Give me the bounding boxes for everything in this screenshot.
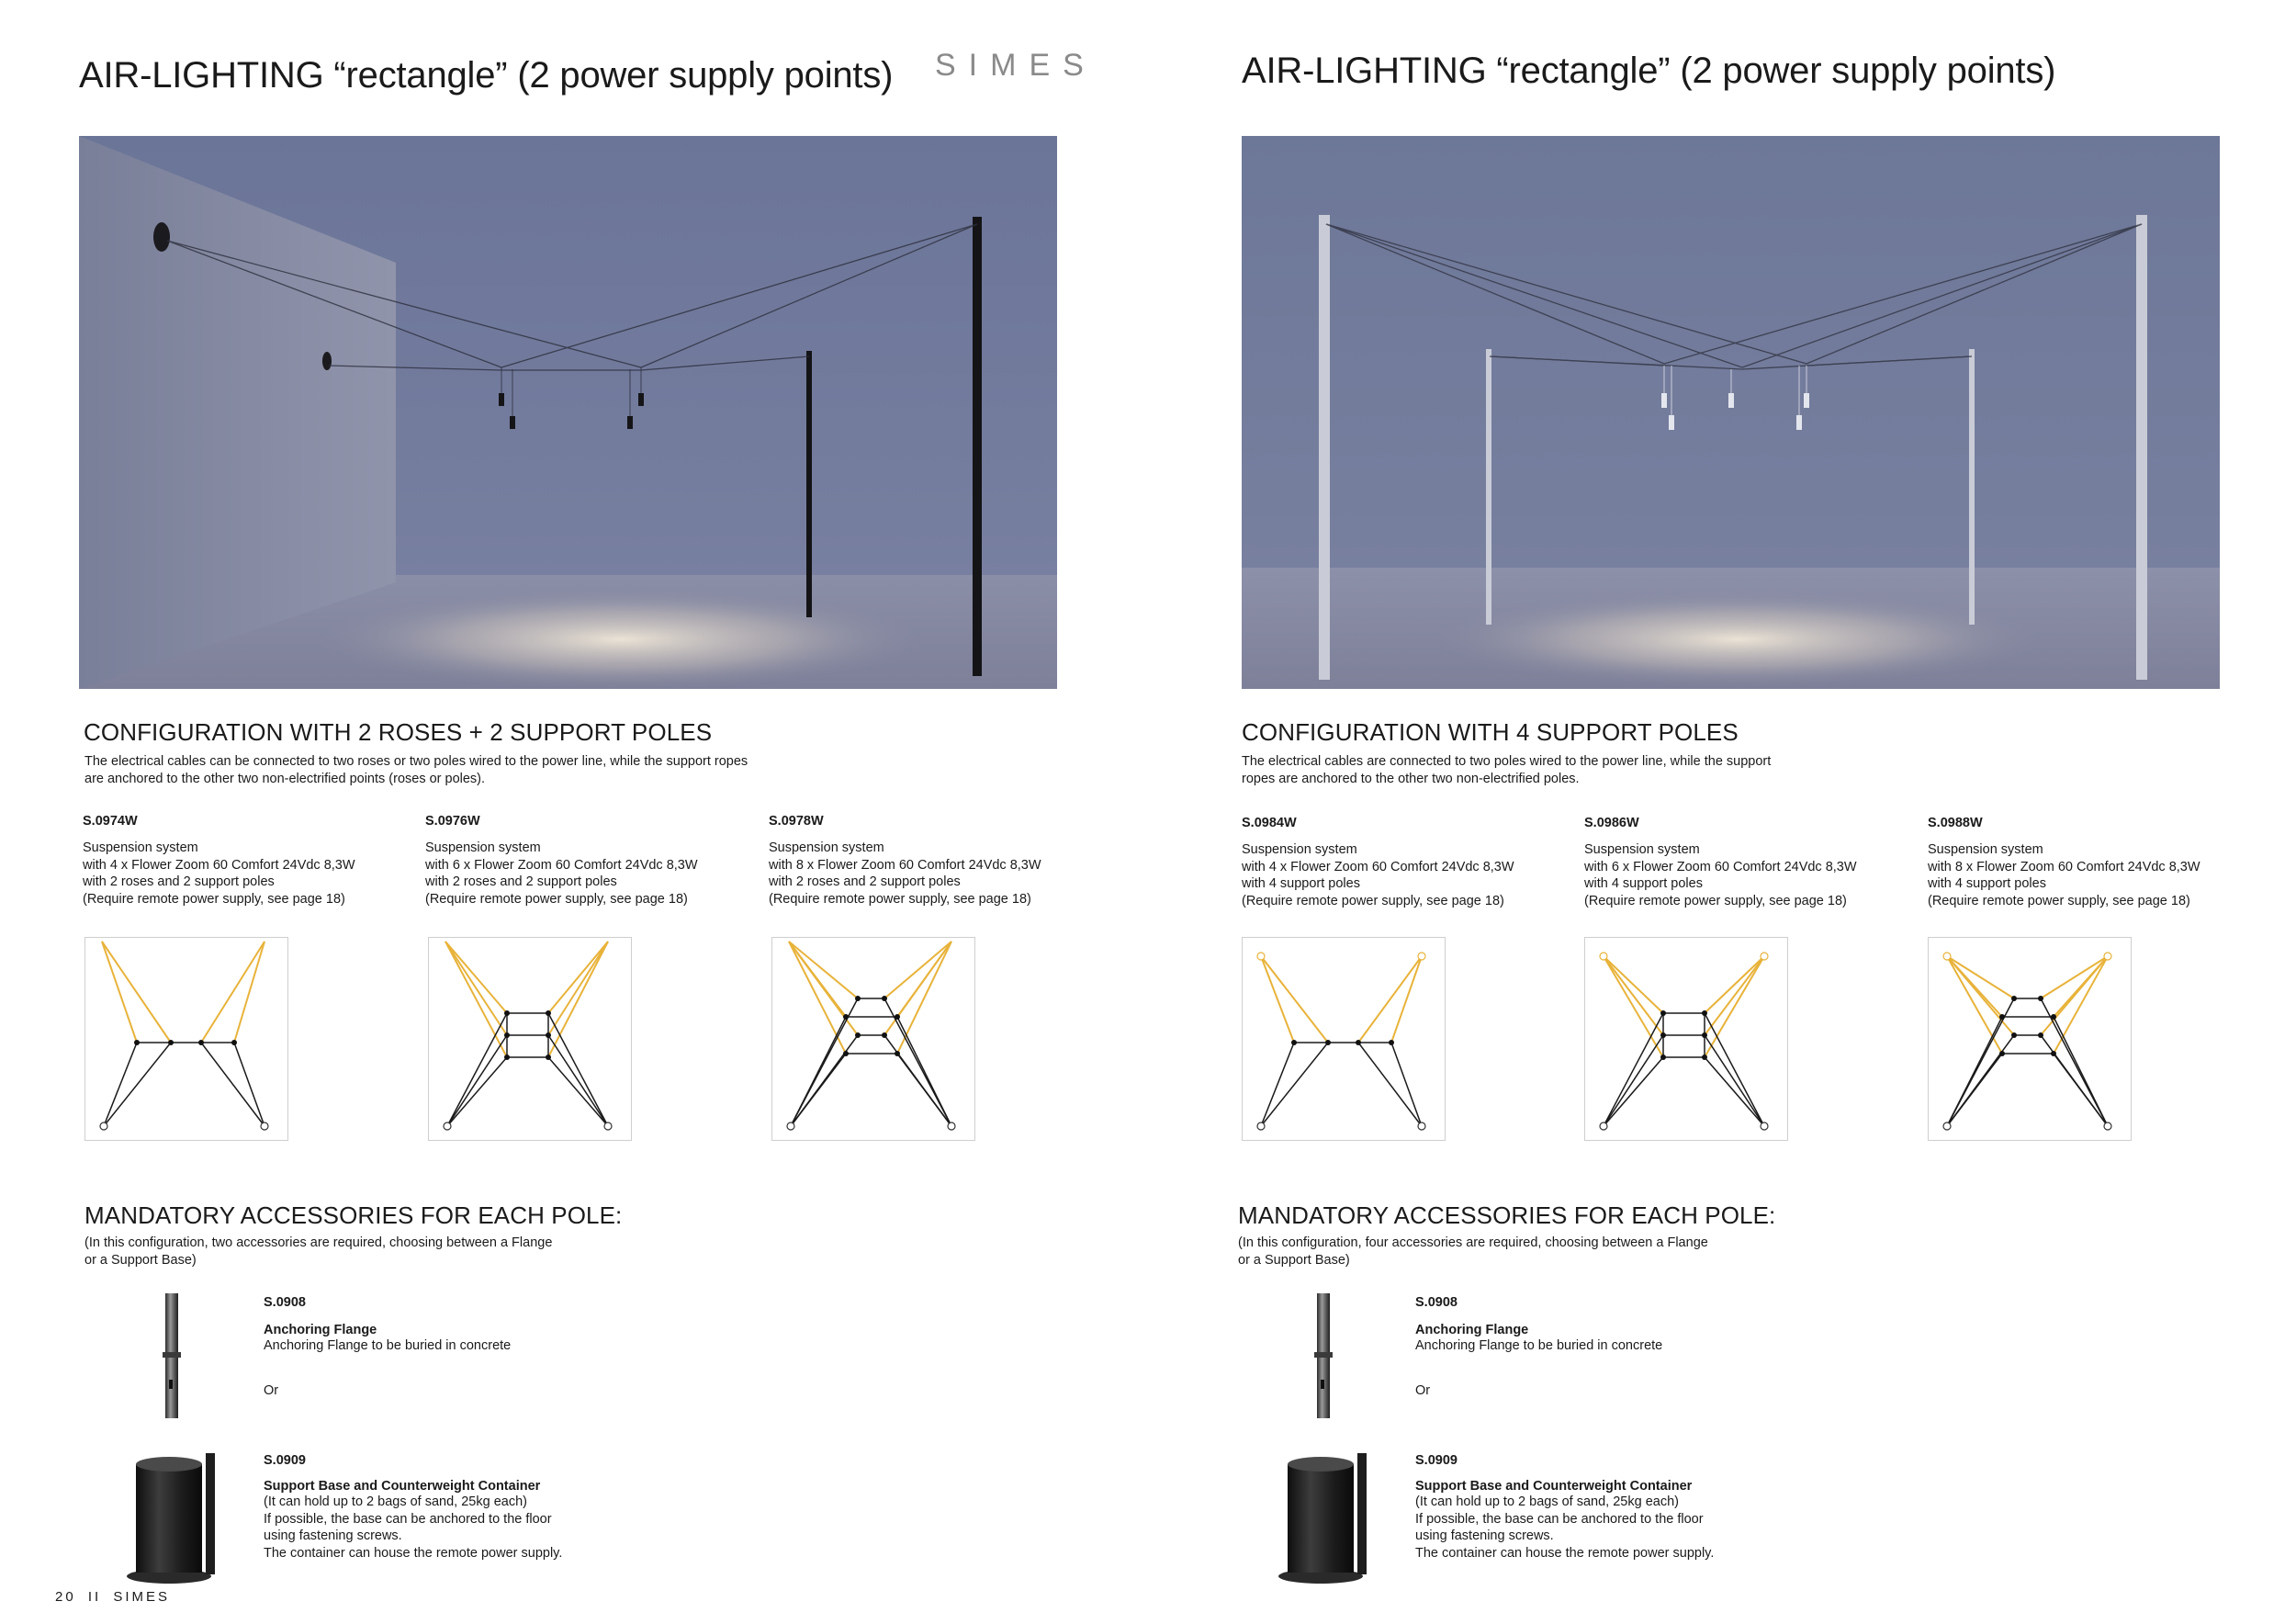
- or-label: Or: [1415, 1382, 1431, 1398]
- product-desc-line: with 8 x Flower Zoom 60 Comfort 24Vdc 8,3W: [769, 857, 1041, 873]
- product-code: S.0976W: [425, 814, 480, 829]
- product-desc-line: (Require remote power supply, see page 18): [83, 891, 345, 907]
- product-code: S.0984W: [1242, 816, 1297, 830]
- product-desc-line: (Require remote power supply, see page 18): [1928, 893, 2190, 908]
- left-config-desc-line: are anchored to the other two non-electrified points (roses or poles).: [84, 772, 486, 786]
- support-base-description: [1415, 1494, 1714, 1562]
- product-desc-line: Suspension system: [1584, 842, 1700, 857]
- product-desc-line: with 4 x Flower Zoom 60 Comfort 24Vdc 8,3W: [83, 857, 355, 873]
- product-card: [769, 814, 1099, 908]
- product-card: [83, 814, 413, 908]
- product-code: S.0988W: [1928, 816, 1983, 830]
- left-accessories-title: MANDATORY ACCESSORIES FOR EACH POLE:: [84, 1201, 623, 1229]
- flange-info: [264, 1295, 511, 1399]
- or-label: Or: [264, 1382, 279, 1398]
- left-config-title: CONFIGURATION WITH 2 ROSES + 2 SUPPORT POLES: [84, 718, 713, 746]
- right-accessories-desc-line: (In this configuration, four accessories are required, choosing between a Flange: [1238, 1235, 1708, 1250]
- product-description: [1584, 841, 1915, 909]
- product-card: [1584, 816, 1915, 909]
- product-description: [1242, 841, 1572, 909]
- flange-info: [1415, 1295, 1662, 1399]
- diagram-4-lights-roses: [84, 937, 288, 1141]
- support-base-description: [264, 1494, 562, 1562]
- flange-description: Anchoring Flange to be buried in concrete: [1415, 1338, 1663, 1353]
- product-desc-line: with 8 x Flower Zoom 60 Comfort 24Vdc 8,3W: [1928, 859, 2200, 874]
- product-desc-line: with 2 roses and 2 support poles: [83, 874, 275, 889]
- product-desc-line: Suspension system: [425, 840, 541, 855]
- page-footer: [55, 1589, 170, 1605]
- support-base-desc-line: The container can house the remote power supply.: [1415, 1545, 1715, 1561]
- product-desc-line: (Require remote power supply, see page 18): [769, 891, 1031, 907]
- flange-description: Anchoring Flange to be buried in concrete: [264, 1338, 512, 1353]
- brand-logo: SIMES: [935, 48, 1097, 83]
- flange-name: Anchoring Flange: [264, 1323, 377, 1337]
- product-code: S.0986W: [1584, 816, 1639, 830]
- support-base-name: Support Base and Counterweight Container: [264, 1479, 541, 1494]
- right-config-description: [1242, 753, 1976, 788]
- support-base-image: [1277, 1451, 1378, 1589]
- support-base-desc-line: (It can hold up to 2 bags of sand, 25kg each): [264, 1494, 527, 1509]
- flange-image: [162, 1291, 182, 1425]
- product-desc-line: Suspension system: [1242, 842, 1357, 857]
- product-desc-line: with 6 x Flower Zoom 60 Comfort 24Vdc 8,3W: [1584, 859, 1857, 874]
- flange-image: [1313, 1291, 1334, 1425]
- left-accessories-desc-line: or a Support Base): [84, 1253, 197, 1268]
- left-accessories-description: [84, 1235, 819, 1269]
- support-base-desc-line: using fastening screws.: [1415, 1528, 1554, 1543]
- left-hero-render: [79, 136, 1057, 689]
- diagram-8-lights-poles: [1928, 937, 2132, 1141]
- product-desc-line: with 2 roses and 2 support poles: [769, 874, 961, 889]
- product-card: [425, 814, 756, 908]
- product-desc-line: with 4 x Flower Zoom 60 Comfort 24Vdc 8,3W: [1242, 859, 1514, 874]
- product-desc-line: with 4 support poles: [1242, 876, 1360, 891]
- footer-brand: SIMES: [113, 1589, 171, 1605]
- product-desc-line: with 4 support poles: [1584, 876, 1703, 891]
- page-number: 20: [55, 1589, 76, 1605]
- product-desc-line: (Require remote power supply, see page 18): [425, 891, 688, 907]
- left-config-description: [84, 753, 819, 788]
- footer-separator: II: [87, 1589, 102, 1605]
- support-base-desc-line: If possible, the base can be anchored to the floor: [1415, 1511, 1704, 1527]
- flange-code: S.0908: [1415, 1295, 1458, 1310]
- product-description: [83, 840, 413, 908]
- right-accessories-description: [1238, 1235, 1973, 1269]
- product-description: [425, 840, 756, 908]
- product-desc-line: (Require remote power supply, see page 18): [1584, 893, 1847, 908]
- right-config-title: CONFIGURATION WITH 4 SUPPORT POLES: [1242, 718, 1739, 746]
- product-desc-line: Suspension system: [769, 840, 884, 855]
- support-base-info: [264, 1453, 562, 1562]
- left-accessories-desc-line: (In this configuration, two accessories are required, choosing between a Flange: [84, 1235, 553, 1250]
- product-desc-line: with 4 support poles: [1928, 876, 2046, 891]
- product-card: [1928, 816, 2258, 909]
- support-base-info: [1415, 1453, 1714, 1562]
- product-desc-line: (Require remote power supply, see page 18): [1242, 893, 1504, 908]
- flange-code: S.0908: [264, 1295, 306, 1310]
- right-config-desc-line: The electrical cables are connected to two poles wired to the power line, while the support: [1242, 754, 1772, 769]
- left-page-title: AIR-LIGHTING “rectangle” (2 power supply points): [79, 55, 894, 96]
- product-desc-line: with 6 x Flower Zoom 60 Comfort 24Vdc 8,3W: [425, 857, 698, 873]
- product-card: [1242, 816, 1572, 909]
- right-hero-render: [1242, 136, 2220, 689]
- diagram-8-lights-roses: [771, 937, 975, 1141]
- product-desc-line: Suspension system: [1928, 842, 2043, 857]
- support-base-desc-line: using fastening screws.: [264, 1528, 402, 1543]
- left-config-desc-line: The electrical cables can be connected to two roses or two poles wired to the power line, while the support ropes: [84, 754, 748, 769]
- support-base-code: S.0909: [264, 1453, 306, 1468]
- flange-name: Anchoring Flange: [1415, 1323, 1529, 1337]
- diagram-6-lights-roses: [428, 937, 632, 1141]
- right-config-desc-line: ropes are anchored to the other two non-electrified poles.: [1242, 772, 1580, 786]
- product-code: S.0978W: [769, 814, 824, 829]
- product-desc-line: Suspension system: [83, 840, 198, 855]
- support-base-desc-line: If possible, the base can be anchored to the floor: [264, 1511, 552, 1527]
- product-code: S.0974W: [83, 814, 138, 829]
- support-base-desc-line: (It can hold up to 2 bags of sand, 25kg each): [1415, 1494, 1679, 1509]
- right-accessories-title: MANDATORY ACCESSORIES FOR EACH POLE:: [1238, 1201, 1776, 1229]
- support-base-desc-line: The container can house the remote power supply.: [264, 1545, 563, 1561]
- support-base-code: S.0909: [1415, 1453, 1458, 1468]
- support-base-image: [125, 1451, 226, 1589]
- right-accessories-desc-line: or a Support Base): [1238, 1253, 1350, 1268]
- diagram-4-lights-poles: [1242, 937, 1446, 1141]
- right-page-title: AIR-LIGHTING “rectangle” (2 power supply points): [1242, 51, 2056, 91]
- diagram-6-lights-poles: [1584, 937, 1788, 1141]
- product-desc-line: with 2 roses and 2 support poles: [425, 874, 617, 889]
- support-base-name: Support Base and Counterweight Container: [1415, 1479, 1693, 1494]
- product-description: [1928, 841, 2258, 909]
- product-description: [769, 840, 1099, 908]
